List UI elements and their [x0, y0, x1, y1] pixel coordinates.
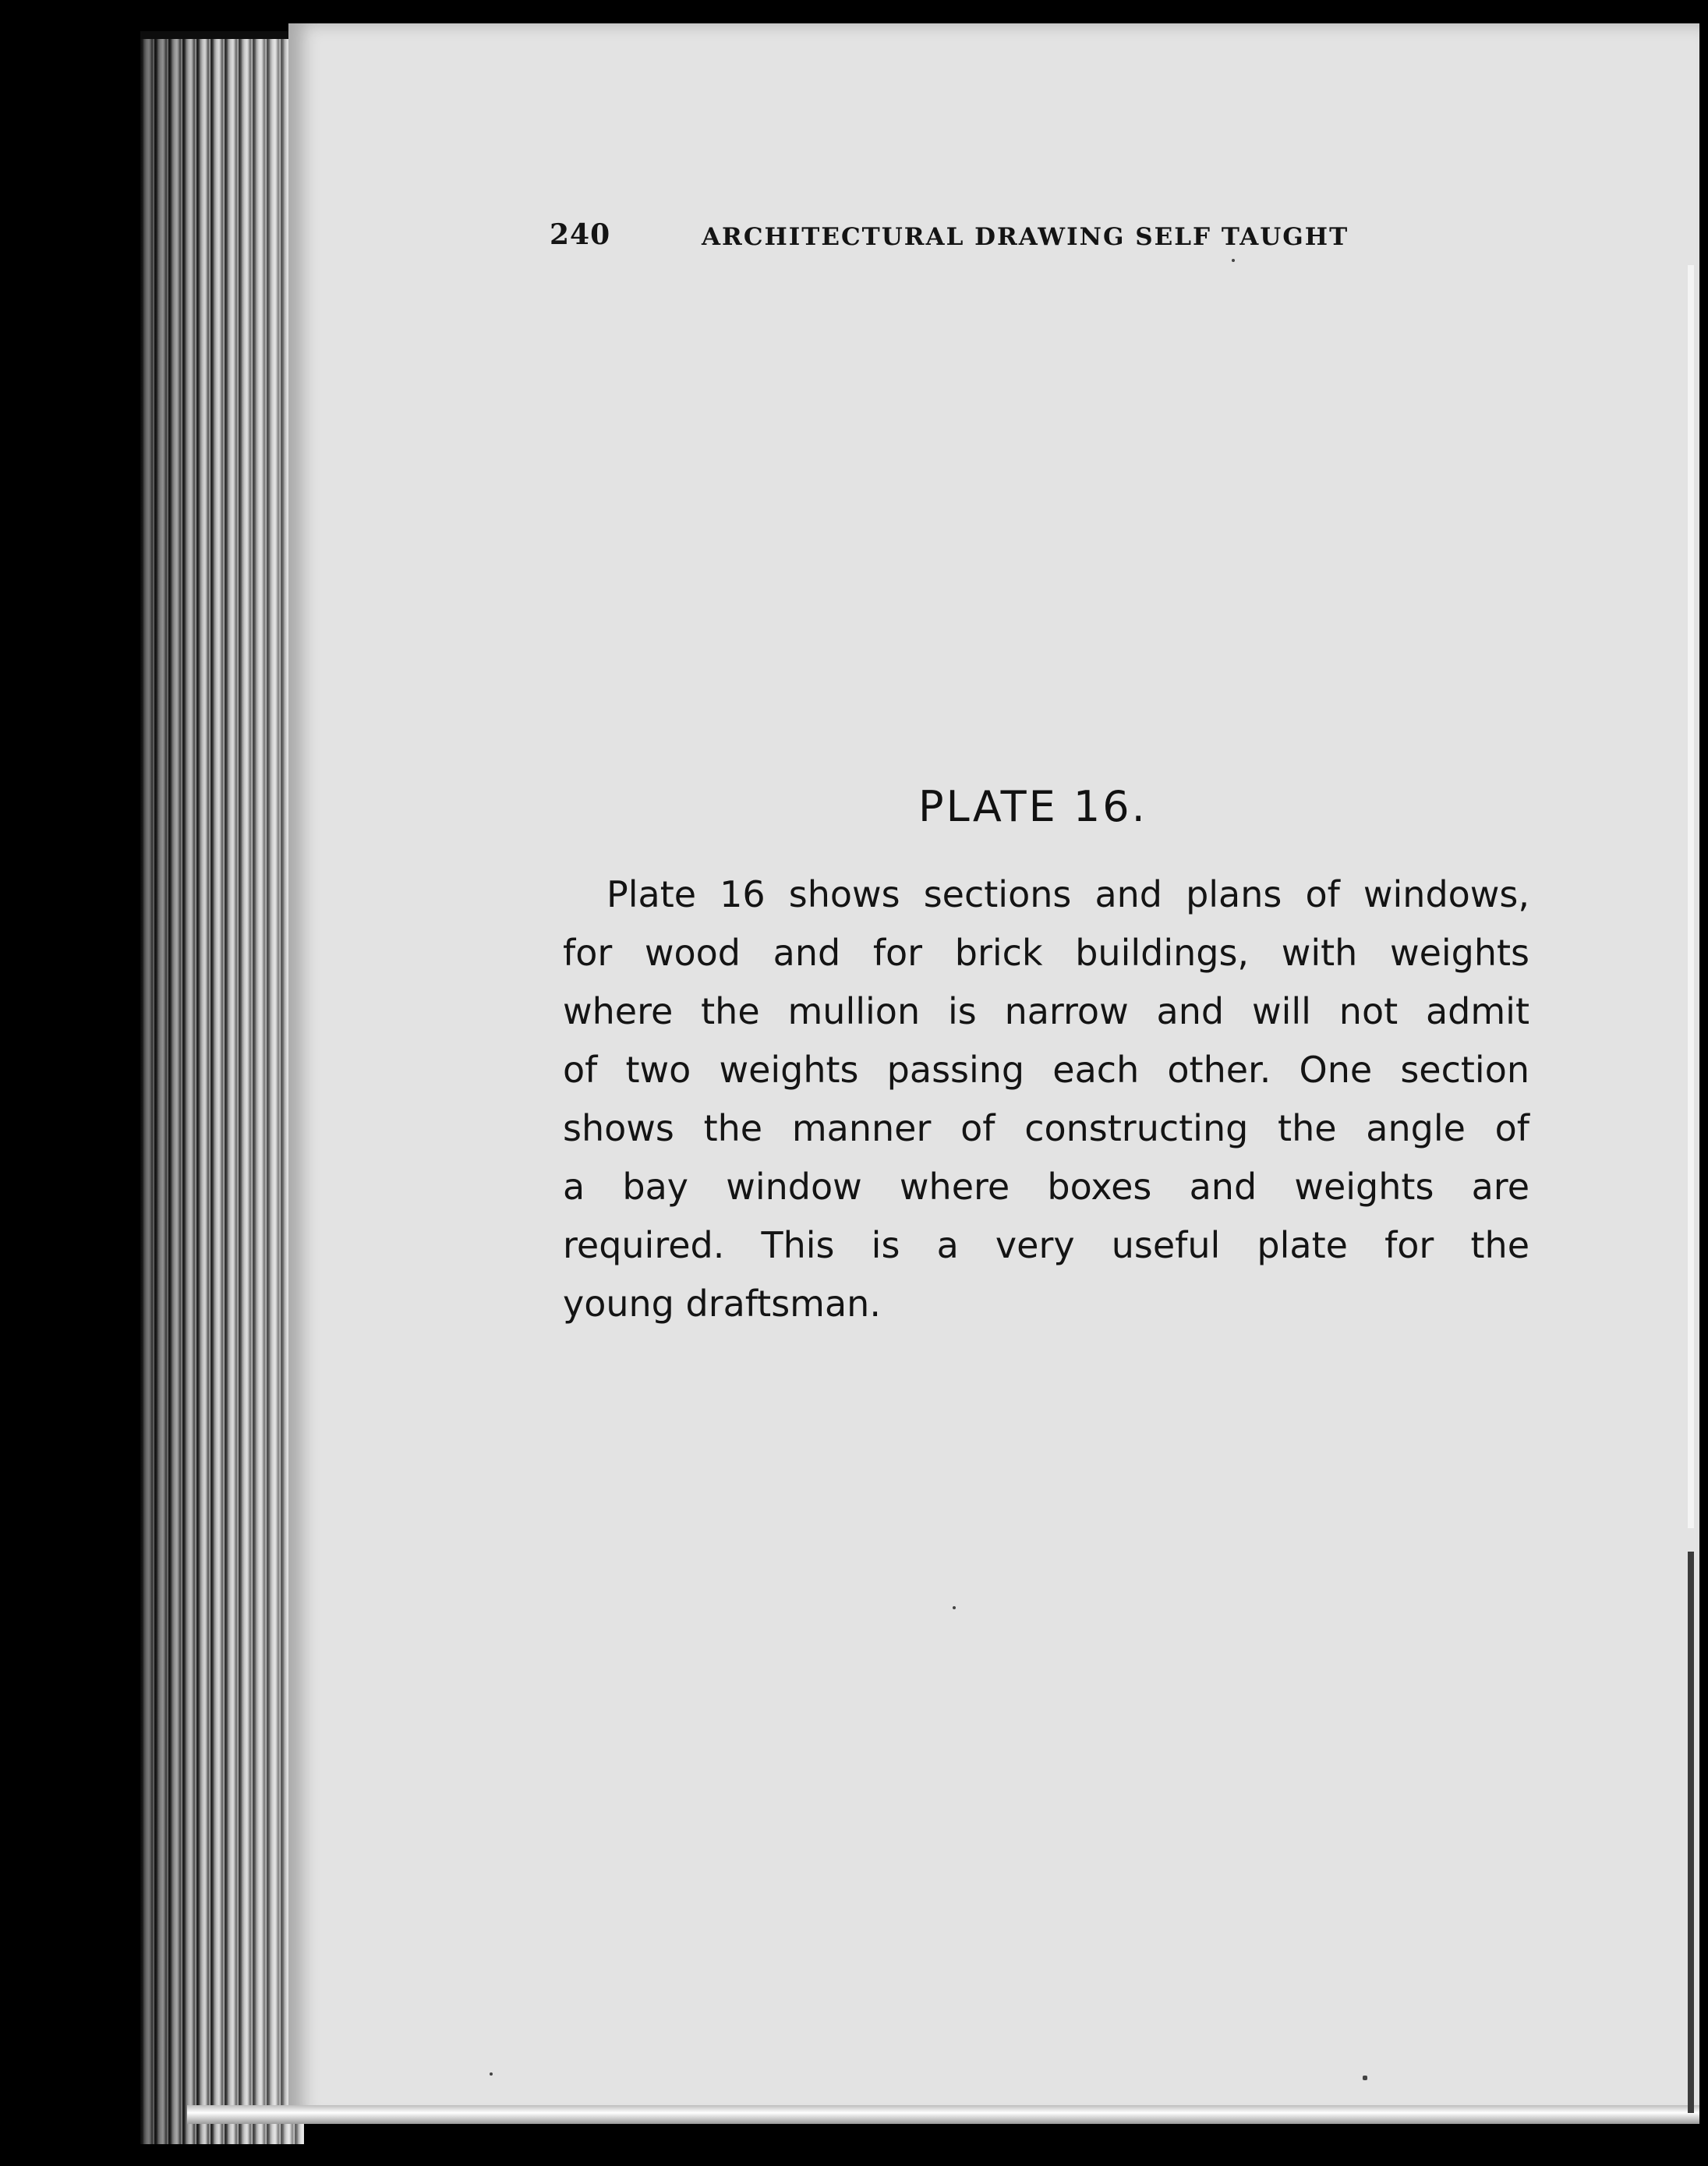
scan-speck [490, 2072, 493, 2076]
running-title: ARCHITECTURAL DRAWING SELF TAUGHT [702, 223, 1349, 251]
scan-speck [953, 1606, 956, 1609]
paragraph-line: required. This is a very useful plate for the [563, 1224, 1529, 1266]
right-margin-shadow [1688, 1552, 1694, 2113]
page-number: 240 [550, 218, 611, 251]
paragraph-line: shows the manner of constructing the angle of [563, 1107, 1529, 1149]
paragraph-line: Plate 16 shows sections and plans of windows, [606, 873, 1529, 915]
paragraph-line: young draftsman. [563, 1283, 881, 1325]
paragraph-line: a bay window where boxes and weights are [563, 1166, 1529, 1208]
body-paragraph [563, 865, 1529, 1333]
right-margin-strip [1688, 265, 1694, 1528]
paragraph-line: for wood and for brick buildings, with weights [563, 932, 1529, 974]
scan-speck [1363, 2076, 1367, 2080]
plate-heading: PLATE 16. [918, 782, 1148, 831]
scan-speck [1232, 259, 1235, 262]
paragraph-line: where the mullion is narrow and will not admit [563, 990, 1529, 1032]
page-bottom-edge [187, 2105, 1699, 2124]
paragraph-line: of two weights passing each other. One section [563, 1049, 1529, 1091]
book-page-edges-shading [140, 39, 304, 2144]
running-head [550, 218, 1407, 257]
